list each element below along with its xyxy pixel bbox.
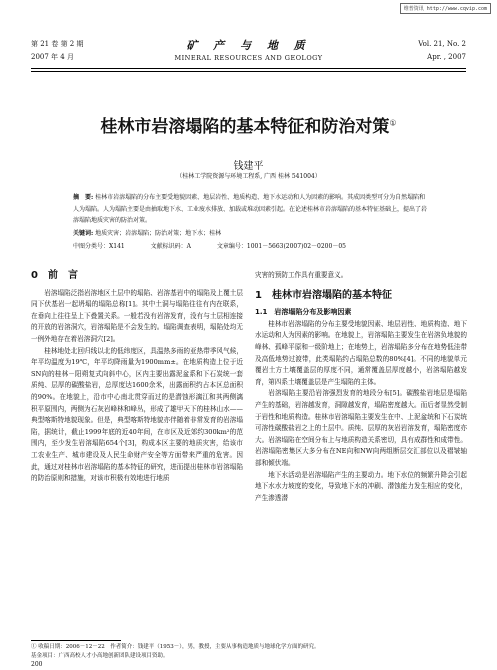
clc-number: 中图分类号：X141 <box>73 243 125 250</box>
footnote <box>31 643 471 661</box>
issue-date: 2007 年 4 月 <box>31 53 74 61</box>
journal-title-en: MINERAL RESOURCES AND GEOLOGY <box>174 54 323 62</box>
left-column <box>31 270 243 485</box>
keywords-label: 关键词: <box>73 230 94 237</box>
continued-text: 灾害的预防工作具有重要意义。 <box>255 271 348 279</box>
classification-meta <box>73 241 429 250</box>
paragraph: 桂林地处北回归线以北的低纬度区，具温热多雨的亚热带季风气候，年平均温度为19℃，年平均降雨量为1900mm±。在地质构造上位于近SN向的桂林－阳朔复式向斜中心，区内主要出露泥盆系和下石炭统一套质纯、层厚的碳酸盐岩，总厚度达1600余米，出露面积约占本区总面积的90%。在地貌上，沿市中心南北贯穿而过的是潜蚀形漓江和其两侧漓积平原围内，两侧为石灰岩峰林和峰丛，形成了雄甲天下的桂林山水——典型喀斯特地貌现象。但是，典型喀斯特地貌亦伴随着非常发育的岩溶塌陷，据统计，截止1999年底的近40年间，在市区及近郊约300km²的范围内，至少发生岩溶塌陷654个[3]，构成本区主要的地质灾害，给该市工农业生产、城市建设及人民生命财产安全等方面带来严重的危害。因此，通过对桂林市岩溶塌陷的基本特征的研究，进而提出桂林市岩溶塌陷的防治原则和措施，对该市积极有效地进行地质 <box>31 346 243 483</box>
title-footnote-mark: ① <box>389 118 397 128</box>
header-rule-thick <box>31 68 466 69</box>
volume-issue: 第 21 卷 第 2 期 <box>31 40 84 48</box>
page-number: 200 <box>31 661 43 668</box>
paragraph: 地下水活动是岩溶塌陷产生的主要动力。地下水位的频繁升降会引起地下水水力坡度的变化，导致地下水的冲刷、潜蚀能力发生相应的变化，产生渗透潜 <box>255 470 467 502</box>
paper-title <box>0 112 497 137</box>
section-heading-intro: 0 前 言 <box>31 270 78 281</box>
keywords <box>73 228 429 237</box>
paper-title-text: 桂林市岩溶塌陷的基本特征和防治对策 <box>100 117 390 137</box>
header-rule-thin <box>31 71 466 72</box>
paragraph: 岩溶塌陷泛指岩溶地区土层中的塌陷、岩溶基岩中的塌陷及上覆土层同下伏基岩一起坍塌的塌陷总称[1]。其中土洞与塌陷往往有内在联系，在垂向上往往呈上下叠置关系。一般若没有岩溶发育，没有与土层相连接的开放的岩溶洞穴，岩溶塌陷是不会发生的。塌陷调查表明，塌陷处均无一例外地存在着岩溶洞穴[2]。 <box>31 288 243 343</box>
document-code: 文献标识码：A <box>150 243 191 250</box>
journal-title-cn: 矿 产 与 地 质 <box>186 39 311 52</box>
abstract <box>73 192 429 227</box>
footnote-rule <box>31 640 121 641</box>
author-name: 钱建平 <box>233 161 264 172</box>
footnote-line-received: ① 收稿日期：2006－12－22 作者简介：钱建平（1953－），男，教授，主要从事构造地质与地球化学方面的研究。 <box>31 644 320 650</box>
issue-date-en: Apr. , 2007 <box>427 53 466 61</box>
issue-info-en <box>418 38 466 64</box>
abstract-label: 摘 要: <box>73 194 94 201</box>
watermark-stamp: 维普资讯 http://www.cqvip.com <box>400 3 491 14</box>
keywords-text: 地质灾害；岩溶塌陷；防治对策；地下水；桂林 <box>95 230 222 237</box>
right-column <box>255 270 467 504</box>
subsection-heading: 1.1 岩溶塌陷分布及影响因素 <box>255 308 352 317</box>
abstract-text: 桂林市岩溶塌陷的分布主要受地貌因素、地层岩性、地质构造、地下水运动和人为因素的影响。其成因类型可分为自然塌陷和人为塌陷。人为塌陷主要是由抽取地下水、工业废水排放、加载或堆动因素引起。在论述桂林市岩溶塌陷的基本特征基础上，提出了岩溶塌陷地质灾害的防治对策。 <box>73 194 428 224</box>
paragraph: 桂林市岩溶塌陷的分布主要受地貌因素、地层岩性、地质构造、地下水运动和人为因素的影响。在地貌上，岩溶塌陷主要发生在岩溶负地貌的峰林、孤峰平原和一级阶地上；在地势上，岩溶塌陷多分布在地势低洼带及高低地势过渡带，此类塌陷约占塌陷总数的80%[4]。不同的地貌单元覆岩土方土壤覆盖层的厚度不同，通常覆盖层厚度越小，岩溶塌陷越发育，第四系土壤覆盖层是产生塌陷的主体。 <box>255 319 467 386</box>
article-number: 文章编号：1001－5663(2007)02－0200－05 <box>216 243 346 250</box>
section-heading-features: 1 桂林市岩溶塌陷的基本特征 <box>255 289 392 301</box>
paragraph: 岩溶塌陷主要沿岩溶强烈发育的地段分布[5]。碳酸盐岩地层是塌陷产生的基础，岩溶越发育，洞隙越发育，塌陷密度越大。而后者显然受制于岩性和地质构造。桂林市岩溶塌陷主要发生在中、上泥盆统和下石炭统可溶性碳酸盐岩之上的土层中。质纯、层厚的灰岩岩溶发育，塌陷密度亦大。岩溶塌陷在空间分布上与地质构造关系密切，具有成群性和成带性。岩溶塌陷密集区大多分布在NE向和NW向两组断层交汇部位以及褶皱轴部和倾伏端。 <box>255 389 467 467</box>
volume-issue-en: Vol. 21, No. 2 <box>418 40 466 48</box>
author-affiliation: （桂林工学院资源与环境工程系, 广西 桂林 541004） <box>176 173 321 180</box>
footnote-line-funding: 基金项目：广西高校人才小高地创新团队建设项目资助。 <box>31 653 169 659</box>
